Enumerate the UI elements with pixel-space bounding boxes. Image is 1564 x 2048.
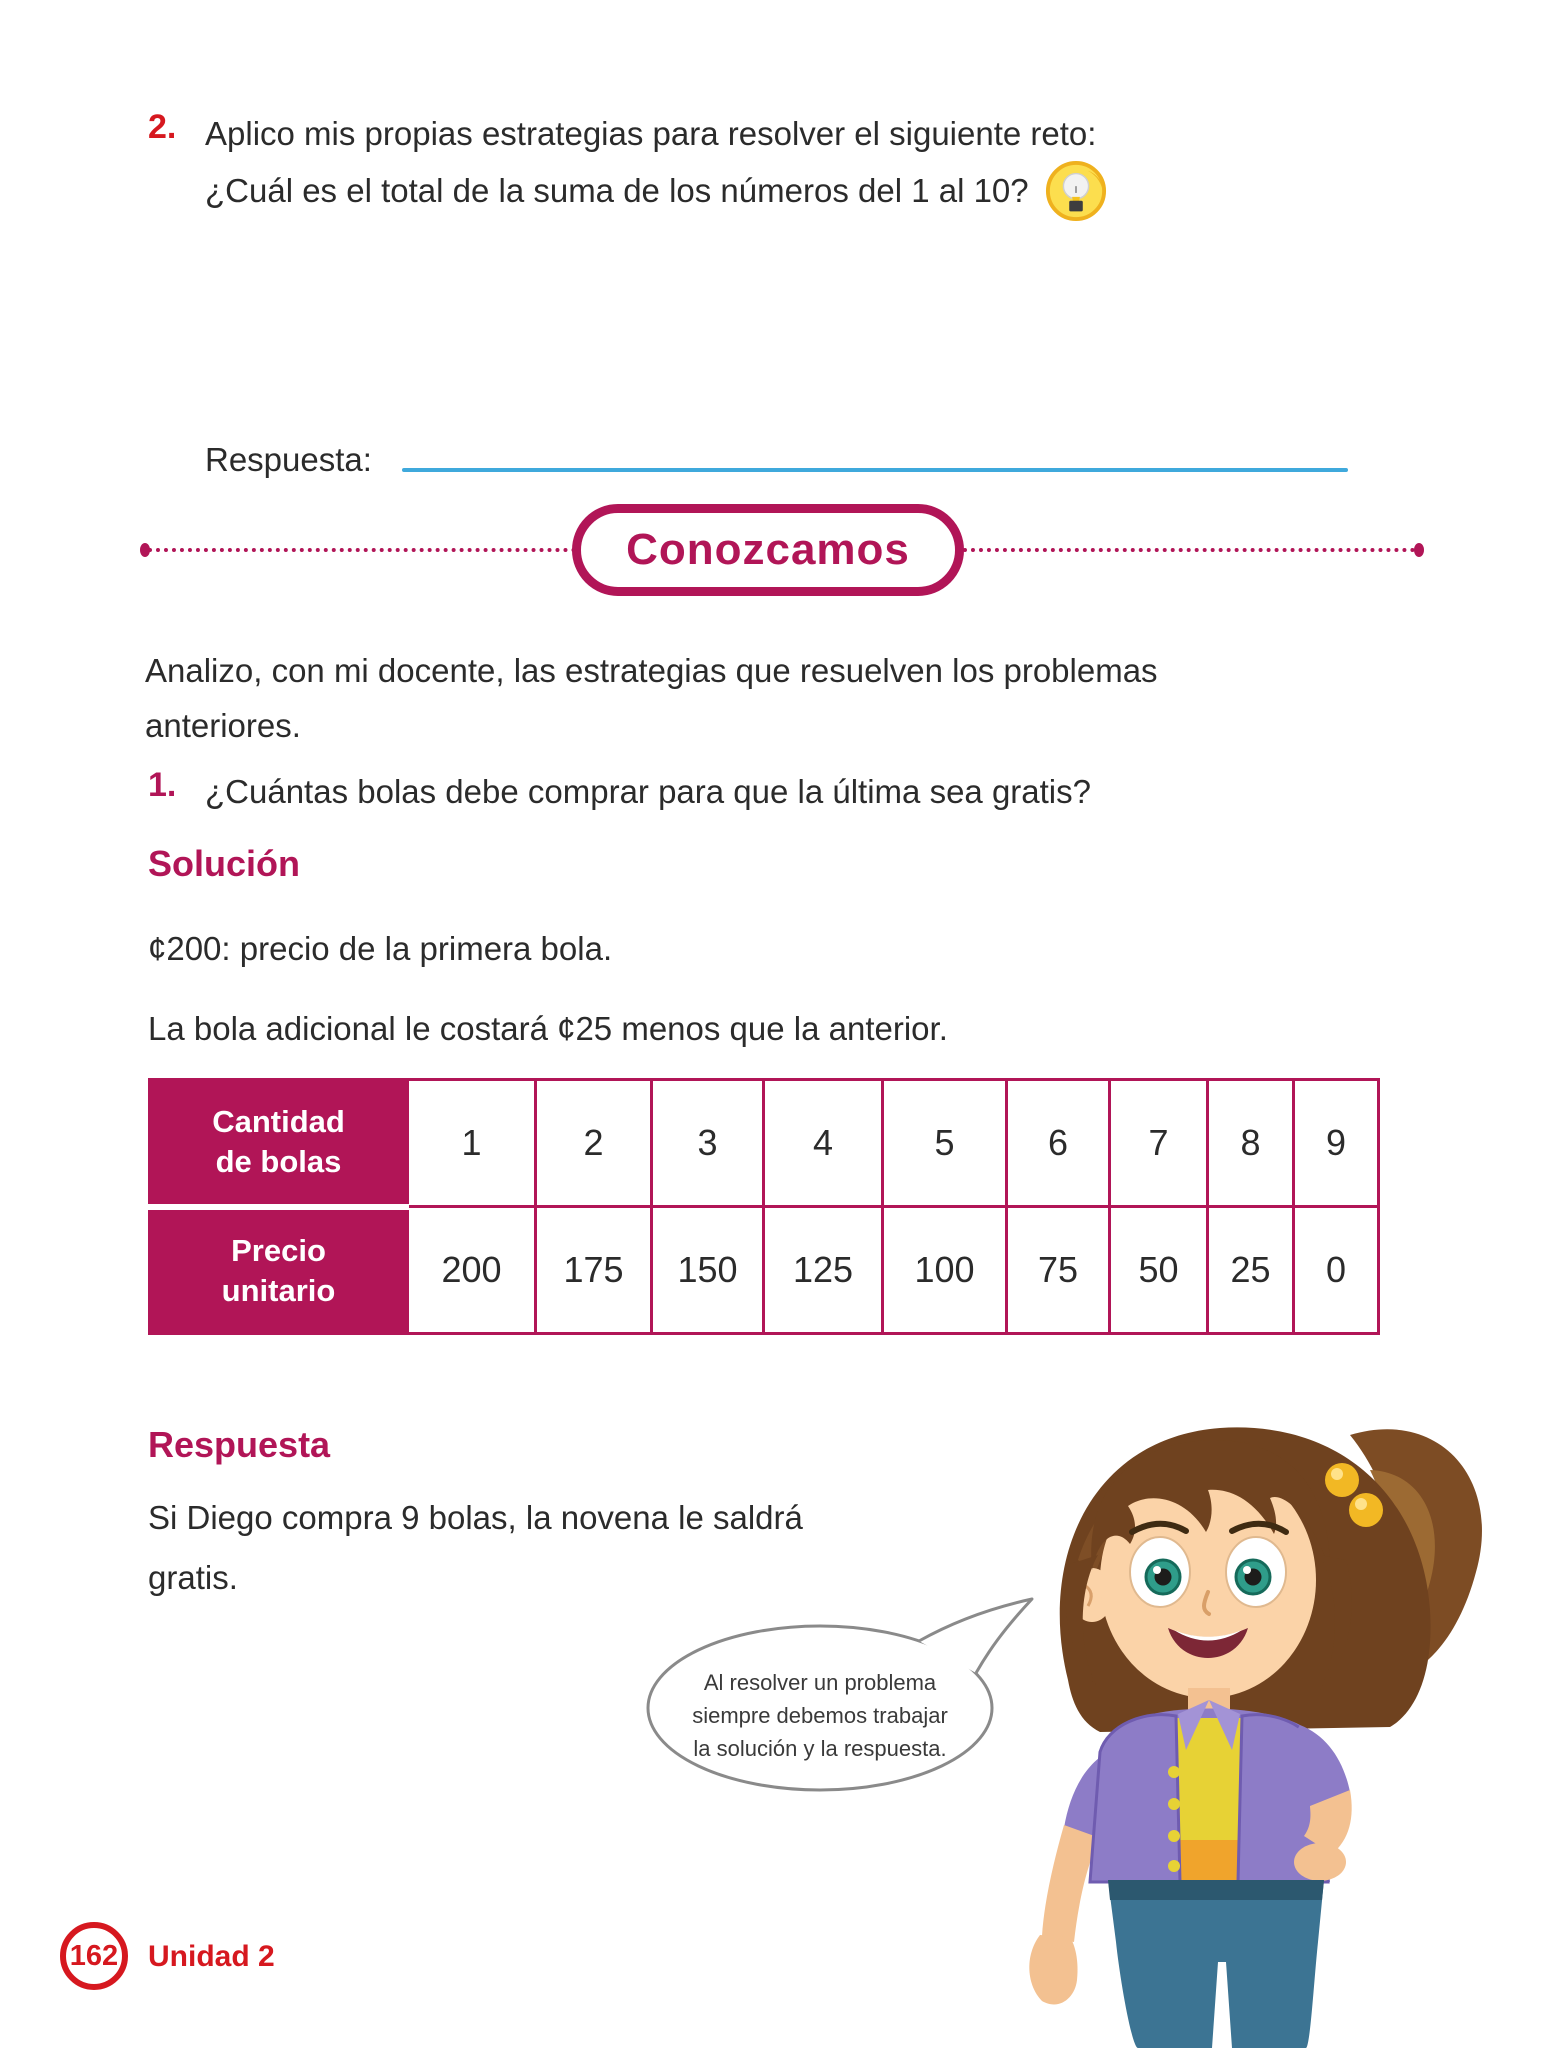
table-row-prices (150, 1207, 1379, 1334)
girl-illustration (980, 1380, 1564, 2048)
intro-line2: anteriores. (145, 707, 301, 744)
quantity-cell: 6 (1007, 1080, 1110, 1207)
solucion-heading: Solución (148, 843, 300, 884)
price-cell: 0 (1294, 1207, 1379, 1334)
respuesta-line1: Si Diego compra 9 bolas, la novena le saldrá (148, 1499, 803, 1536)
price-cell: 150 (652, 1207, 764, 1334)
quantity-cell: 3 (652, 1080, 764, 1207)
page-number-badge (60, 1922, 128, 1990)
price-table (148, 1078, 1380, 1335)
row-header-cantidad: Cantidad de bolas (150, 1080, 408, 1207)
respuesta-heading: Respuesta (148, 1424, 331, 1465)
solucion-line2: La bola adicional le costará ¢25 menos que la anterior. (148, 1010, 948, 1047)
item1-number: 1. (148, 766, 177, 804)
divider-left-dot (140, 543, 150, 557)
quantity-cell: 4 (764, 1080, 883, 1207)
bubble-line2: siempre debemos trabajar (692, 1703, 948, 1728)
price-table-wrapper (148, 1078, 1380, 1335)
solucion-line1: ¢200: precio de la primera bola. (148, 930, 613, 967)
item2-number: 2. (148, 108, 177, 146)
bubble-line3: la solución y la respuesta. (693, 1736, 947, 1761)
table-row-quantities (150, 1080, 1379, 1207)
row-header-precio: Precio unitario (150, 1207, 408, 1334)
intro-line1: Analizo, con mi docente, las estrategias que resuelven los problemas (145, 652, 1158, 689)
price-cell: 75 (1007, 1207, 1110, 1334)
item1-text: ¿Cuántas bolas debe comprar para que la última sea gratis? (205, 773, 1091, 810)
price-cell: 125 (764, 1207, 883, 1334)
bubble-line1: Al resolver un problema (703, 1670, 937, 1695)
page-number: 162 (69, 1939, 119, 1972)
respuesta-line2: gratis. (148, 1559, 238, 1596)
unit-label: Unidad 2 (148, 1940, 275, 1973)
section-banner (572, 504, 964, 596)
price-cell: 175 (536, 1207, 652, 1334)
item2-text-line2: ¿Cuál es el total de la suma de los números del 1 al 10? (205, 172, 1029, 209)
price-cell: 100 (883, 1207, 1007, 1334)
price-cell: 200 (408, 1207, 536, 1334)
speech-bubble (600, 1590, 1060, 1815)
quantity-cell: 9 (1294, 1080, 1379, 1207)
answer-blank-label: Respuesta: (205, 441, 372, 478)
section-banner-label: Conozcamos (626, 525, 910, 574)
quantity-cell: 1 (408, 1080, 536, 1207)
quantity-cell: 7 (1110, 1080, 1208, 1207)
divider-right-dot (1414, 543, 1424, 557)
answer-blank-line (402, 468, 1348, 472)
quantity-cell: 8 (1208, 1080, 1294, 1207)
item2-text-line1: Aplico mis propias estrategias para resolver el siguiente reto: (205, 115, 1097, 152)
lightbulb-icon (1045, 160, 1107, 222)
price-cell: 25 (1208, 1207, 1294, 1334)
quantity-cell: 2 (536, 1080, 652, 1207)
quantity-cell: 5 (883, 1080, 1007, 1207)
price-cell: 50 (1110, 1207, 1208, 1334)
